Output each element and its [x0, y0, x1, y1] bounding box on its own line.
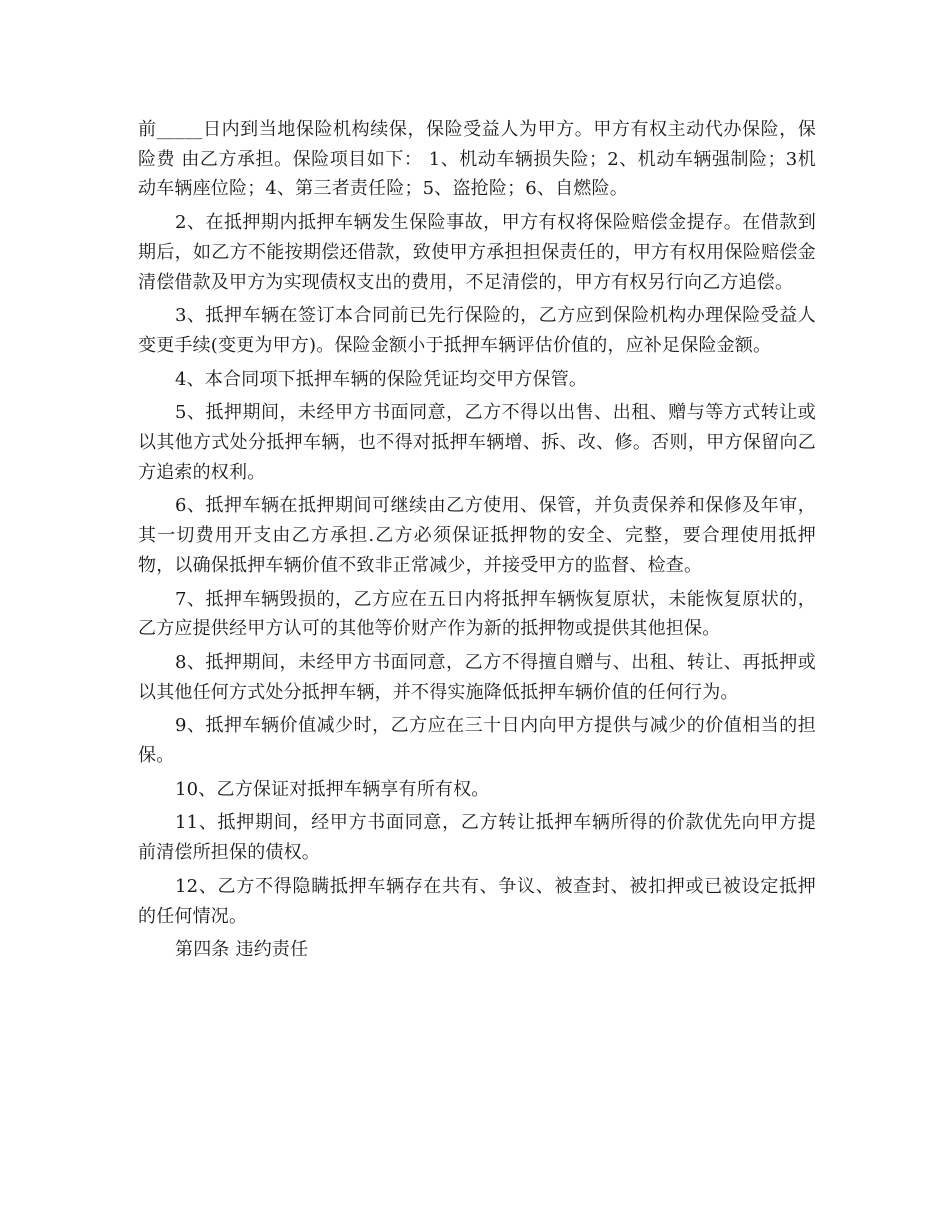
paragraph-clause-8: 8、抵押期间，未经甲方书面同意，乙方不得擅自赠与、出租、转让、再抵押或以其他任何方式处分抵押车辆，并不得实施降低抵押车辆价值的任何行为。: [138, 651, 816, 703]
paragraph-insurance-items: 前_____日内到当地保险机构续保，保险受益人为甲方。甲方有权主动代办保险，保险费 由乙方承担。保险项目如下： 1、机动车辆损失险；2、机动车辆强制险；3机动车辆座位险；4、第三者责任险；5、盗抢险；6、自燃险。: [138, 119, 816, 200]
document-body: [138, 115, 816, 969]
paragraph-clause-5: 5、抵押期间，未经甲方书面同意，乙方不得以出售、出租、赠与等方式转让或以其他方式处分抵押车辆，也不得对抵押车辆增、拆、改、修。否则，甲方保留向乙方追索的权利。: [138, 402, 816, 483]
section-heading-article-4: 第四条 违约责任: [175, 939, 309, 961]
paragraph-clause-4: 4、本合同项下抵押车辆的保险凭证均交甲方保管。: [175, 368, 588, 390]
paragraph-clause-9: 9、抵押车辆价值减少时，乙方应在三十日内向甲方提供与减少的价值相当的担保。: [138, 715, 816, 767]
paragraph-clause-10: 10、乙方保证对抵押车辆享有所有权。: [175, 778, 490, 800]
paragraph-clause-11: 11、抵押期间，经甲方书面同意，乙方转让抵押车辆所得的价款优先向甲方提前清偿所担保的债权。: [138, 812, 816, 864]
paragraph-clause-12: 12、乙方不得隐瞒抵押车辆存在共有、争议、被查封、被扣押或已被设定抵押的任何情况。: [138, 875, 816, 927]
paragraph-clause-2: 2、在抵押期内抵押车辆发生保险事故，甲方有权将保险赔偿金提存。在借款到期后，如乙方不能按期偿还借款，致使甲方承担担保责任的，甲方有权用保险赔偿金清偿借款及甲方为实现债权支出的费用，不足清偿的，甲方有权另行向乙方追偿。: [138, 212, 816, 293]
paragraph-clause-3: 3、抵押车辆在签订本合同前已先行保险的，乙方应到保险机构办理保险受益人变更手续(变更为甲方)。保险金额小于抵押车辆评估价值的，应补足保险金额。: [138, 305, 816, 356]
paragraph-clause-7: 7、抵押车辆毁损的，乙方应在五日内将抵押车辆恢复原状，未能恢复原状的，乙方应提供经甲方认可的其他等价财产作为新的抵押物或提供其他担保。: [138, 588, 816, 640]
paragraph-clause-6: 6、抵押车辆在抵押期间可继续由乙方使用、保管，并负责保养和保修及年审，其一切费用开支由乙方承担.乙方必须保证抵押物的安全、完整，要合理使用抵押物，以确保抵押车辆价值不致非正常减少，并接受甲方的监督、检查。: [138, 495, 816, 576]
